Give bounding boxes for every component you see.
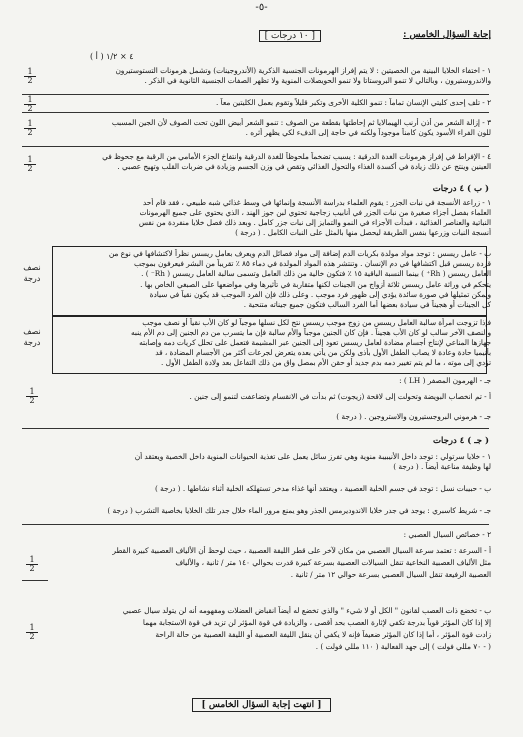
question-degrees: [ ١٠ درجات ] — [259, 30, 321, 42]
part-a-line: العينين وينتج عن ذلك زيادة في أكسدة الغذاء والتحول الغذائي وتقص في وزن الجسم وزيادة في ضربات القلب وتهيج عصبي . — [117, 162, 491, 171]
half-mark: 1 2 — [26, 388, 38, 405]
part-a-line: والاندروستيرون ، وبالتالي لا تنمو البروستاتا ولا تنمو الحويصلات المنوية ولا تظهر الصفات الجنسية الثانوية في الذكر . — [144, 76, 491, 85]
rhesus-line: يتحكم في وراثة عامل ريسس ثلاثة أزواج من الجينات لكنها متقاربة في تأثيرها وفي مواضعها على الصبغي الخاص بها . — [140, 280, 491, 289]
divider — [22, 428, 489, 429]
part-c2-line: مثل الألياف العصبية النخاعية تنقل السيالات العصبية بسرعة كبيرة قدرت بحوالي ١٤٠ متر / ثانية ، والألياف — [175, 558, 491, 567]
rhesus-line: جهازها المناعي لإنتاج أجسام مضادة لعامل ريسس تعود إلى الجنين عبر المشيمة فتعمل على تحلل كريات دمه وإصابته — [139, 338, 491, 347]
part-b-line: النباتية والعناصر الغذائية ، فبدأت الأجزاء في النمو والتمايز إلى نبات جزر كامل . وبعد ذلك فصل خلايا منفردة من نفس — [138, 218, 491, 227]
part-b-header: ( ب ) ٤ درجات — [432, 184, 489, 194]
half-mark: 1 2 — [24, 68, 36, 85]
part-a-header: ( أ ) ٤ × ١/٢ — [90, 52, 134, 61]
side-label: نصف درجة — [23, 263, 41, 283]
divider — [22, 146, 489, 147]
part-c-line: لها وظيفة مناعية أيضاً . ( درجة ) — [393, 462, 491, 471]
part-b-line: العلماء بفصل أجزاء صغيرة من نبات الجزر في أنابيب زجاجية تحتوي لبن جوز الهند ، الذي يحتوي على جميع الهرمونات — [139, 208, 491, 217]
rhesus-line: تؤدي إلى موته ، ما لم يتم تغيير دمه بدم جديد أو حقن الأم بمصل واق من ذلك التفاعل بعد ولادة الطفل الأول . — [161, 358, 491, 367]
part-c-header: ( جـ ) ٤ درجات — [433, 436, 489, 446]
part-b-line: أنسجة النبات وزرعها بنفس الطريقة ليحصل منها بالمثل على النبات الكامل . ( درجة ) — [235, 228, 491, 237]
end-of-answer — [0, 700, 523, 710]
half-mark: 1 2 — [26, 624, 38, 641]
half-mark: 1 2 — [24, 120, 36, 137]
part-a-line: ٤ - الإفراط في إفراز هرمونات الغدة الدرقية : يسبب تضخماً ملحوظاً للغدة الدرقية وانتفاخ الجزء الأمامي من الرقبة مع جحوظ في — [102, 152, 491, 161]
part-b2-line: جـ - الهرمون المصفر ( LH ) : — [399, 376, 491, 385]
part-c2-line: إلا إذا كان المؤثر قوياً بدرجة تكفي لإثارة العصب بحد أقصى ، والزيادة في قوة المؤثر لن تزيد في قوة الاستجابة مهما — [142, 618, 491, 627]
side-label: نصف درجة — [23, 327, 41, 347]
rhesus-line: والنصف الآخر سالب لو كان الأب هجيناً . فإن كان الجنين موجباً والأم سالبة فإن ما يتسرب من دم الجنين إلى دم الأم ينبه — [131, 328, 491, 337]
page-number: -٥- — [255, 2, 268, 13]
part-b-line: ١ - زراعة الأنسجة في نبات الجزر : يقوم العلماء بدراسة الأنسجة وإنمائها في وسط غذائي شبه طبيعي ، فقد قام أحد — [142, 198, 491, 207]
rhesus-line: قردة ريسس قبل اكتشافها في دم الإنسان . وتنتشر هذه المواد المولدة في دماء ٨٥ ٪ تقريباً من البشر فيعرفون بموجب — [133, 259, 491, 268]
rhesus-line: العامل ريسس ( Rh⁺ ) بينما النسبة الباقية ١٥ ٪ فتكون خالية من ذلك العامل وتسمى سالبة العامل ريسس ( Rh⁻ ) . — [141, 269, 491, 278]
half-mark: 1 2 — [26, 556, 38, 573]
divider — [22, 580, 48, 581]
part-c-line: ب - حبيبات نسل : توجد في جسم الخلية العصبية ، ويعتقد أنها غذاء مدخر تستهلكه الخلية أثناء نشاطها . ( درجة ) — [154, 484, 491, 493]
half-mark: 1 2 — [24, 156, 36, 173]
part-c2-line: العصبية الرفيعة تنقل السيال العصبي بسرعة حوالي ١٢ متر / ثانية . — [290, 570, 491, 579]
rhesus-line: ب - عامل ريسس : توجد مواد مولدة بكريات الدم إضافة إلى مواد فصائل الدم ويعرف بعامل ريسس نظراً لاكتشافها في نوع من — [108, 249, 491, 258]
question-title: إجابة السؤال الخامس : — [403, 30, 491, 40]
rhesus-line: فإذا تزوجت امرأة سالبة العامل ريسس من زوج موجب ريسس نتج لكل نسلها موجباً لو كان الأب نقياً أو نصف موجب — [142, 318, 491, 327]
part-c-line: جـ - شريط كاسبري : يوجد في جدر خلايا الاندوديرمس الجذر وهو يمنع مرور الماء خلال جدر تلك الخلايا بخاصية التشرب ( درجة ) — [107, 506, 491, 515]
divider — [22, 524, 489, 525]
part-b2-line: جـ - هرموني البروجستيرون والاستروجين . ( درجة ) — [336, 412, 491, 421]
part-c2-line: أ - السرعة : تعتمد سرعة السيال العصبي من مكان لآخر على قطر الليفة العصبية ، حيث لوحظ أن الألياف العصبية كبيرة القطر — [112, 546, 491, 555]
rhesus-line: كل الجينات أو هجيناً في سيادة بعضها أما الفرد السالب فتكون جميع جيناته متنحية . — [243, 300, 491, 309]
footer-text: [ انتهت إجابة السؤال الخامس ] — [192, 698, 330, 712]
part-c2-line: ( - ٧٠ مللي فولت ) إلى جهد الفعالية ( ١١٠ مللي فولت ) . — [315, 642, 491, 651]
part-a-line: ٢ - تلف إحدى كليتي الإنسان تماماً : تنمو الكلية الأخرى وتكبر قليلاً وتقوم بعمل الكليتين معاً . — [215, 98, 491, 107]
part-c-line: ١ - خلايا سرتولي : توجد داخل الأنيبيبة منوية وهي تفرز سائل يعمل على تغذية الحيوانات المنوية داخل الخصية ويعتقد أن — [134, 452, 491, 461]
divider — [22, 94, 489, 95]
question-title-row — [40, 30, 491, 44]
part-c2-line: ٢ - خصائص السيال العصبي : — [403, 530, 491, 539]
rhesus-line: ويمكن تمثيلها في صورة سائدة يؤدي إلى ظهور فرد موجب . وعلى ذلك فإن الفرد الموجب قد يكون نقياً في سيادة — [149, 290, 491, 299]
half-mark: 1 2 — [24, 96, 36, 113]
rhesus-line: بأنيميا حادة وعادة لا يصاب الطفل الأول بأذى ولكن من يأتي بعده يتعرض لجرعات أكثر من الأجسام المضادة ، قد — [155, 348, 491, 357]
part-a-line: للون الفراء الأسود يكون كامناً موجوداً ولكنه في حاجة إلى الدفء لكي يظهر أثره . — [245, 128, 491, 137]
part-c2-line: ب - تخضع ذات العصب لقانون " الكل أو لا شيء " والذي تخضع له أيضاً انقباض العضلات ومفهومه أنه لن يتولد سيال عصبي — [122, 606, 491, 615]
part-c2-line: زادت قوة المؤثر ، أما إذا كان المؤثر ضعيفاً فإنه لا يكفي أن ينقل الليفة العصبية أو الليفة العصبية من حالة الراحة — [155, 630, 491, 639]
part-b2-line: أ - تم انخصاب البويضة وتحولت إلى لاقحة (زيجوت) ثم بدأت في الانقسام وتضاعفت لتنمو إلى جنين . — [189, 392, 491, 401]
part-a-line: ١ - اختفاء الخلايا البينية من الخصيتين : لا يتم إفراز الهرمونات الجنسية الذكرية (الأندروجينات) وتشمل هرمونات التستوستيرون — [115, 66, 491, 75]
divider — [22, 112, 489, 113]
part-a-line: ٣ - إزالة الشعر من أذن أرنب الهيمالايا ثم إحاطتها بقطعة من الصوف : تنمو الشعر أبيض اللون تحت الصوف لأن الجين المسبب — [111, 118, 491, 127]
